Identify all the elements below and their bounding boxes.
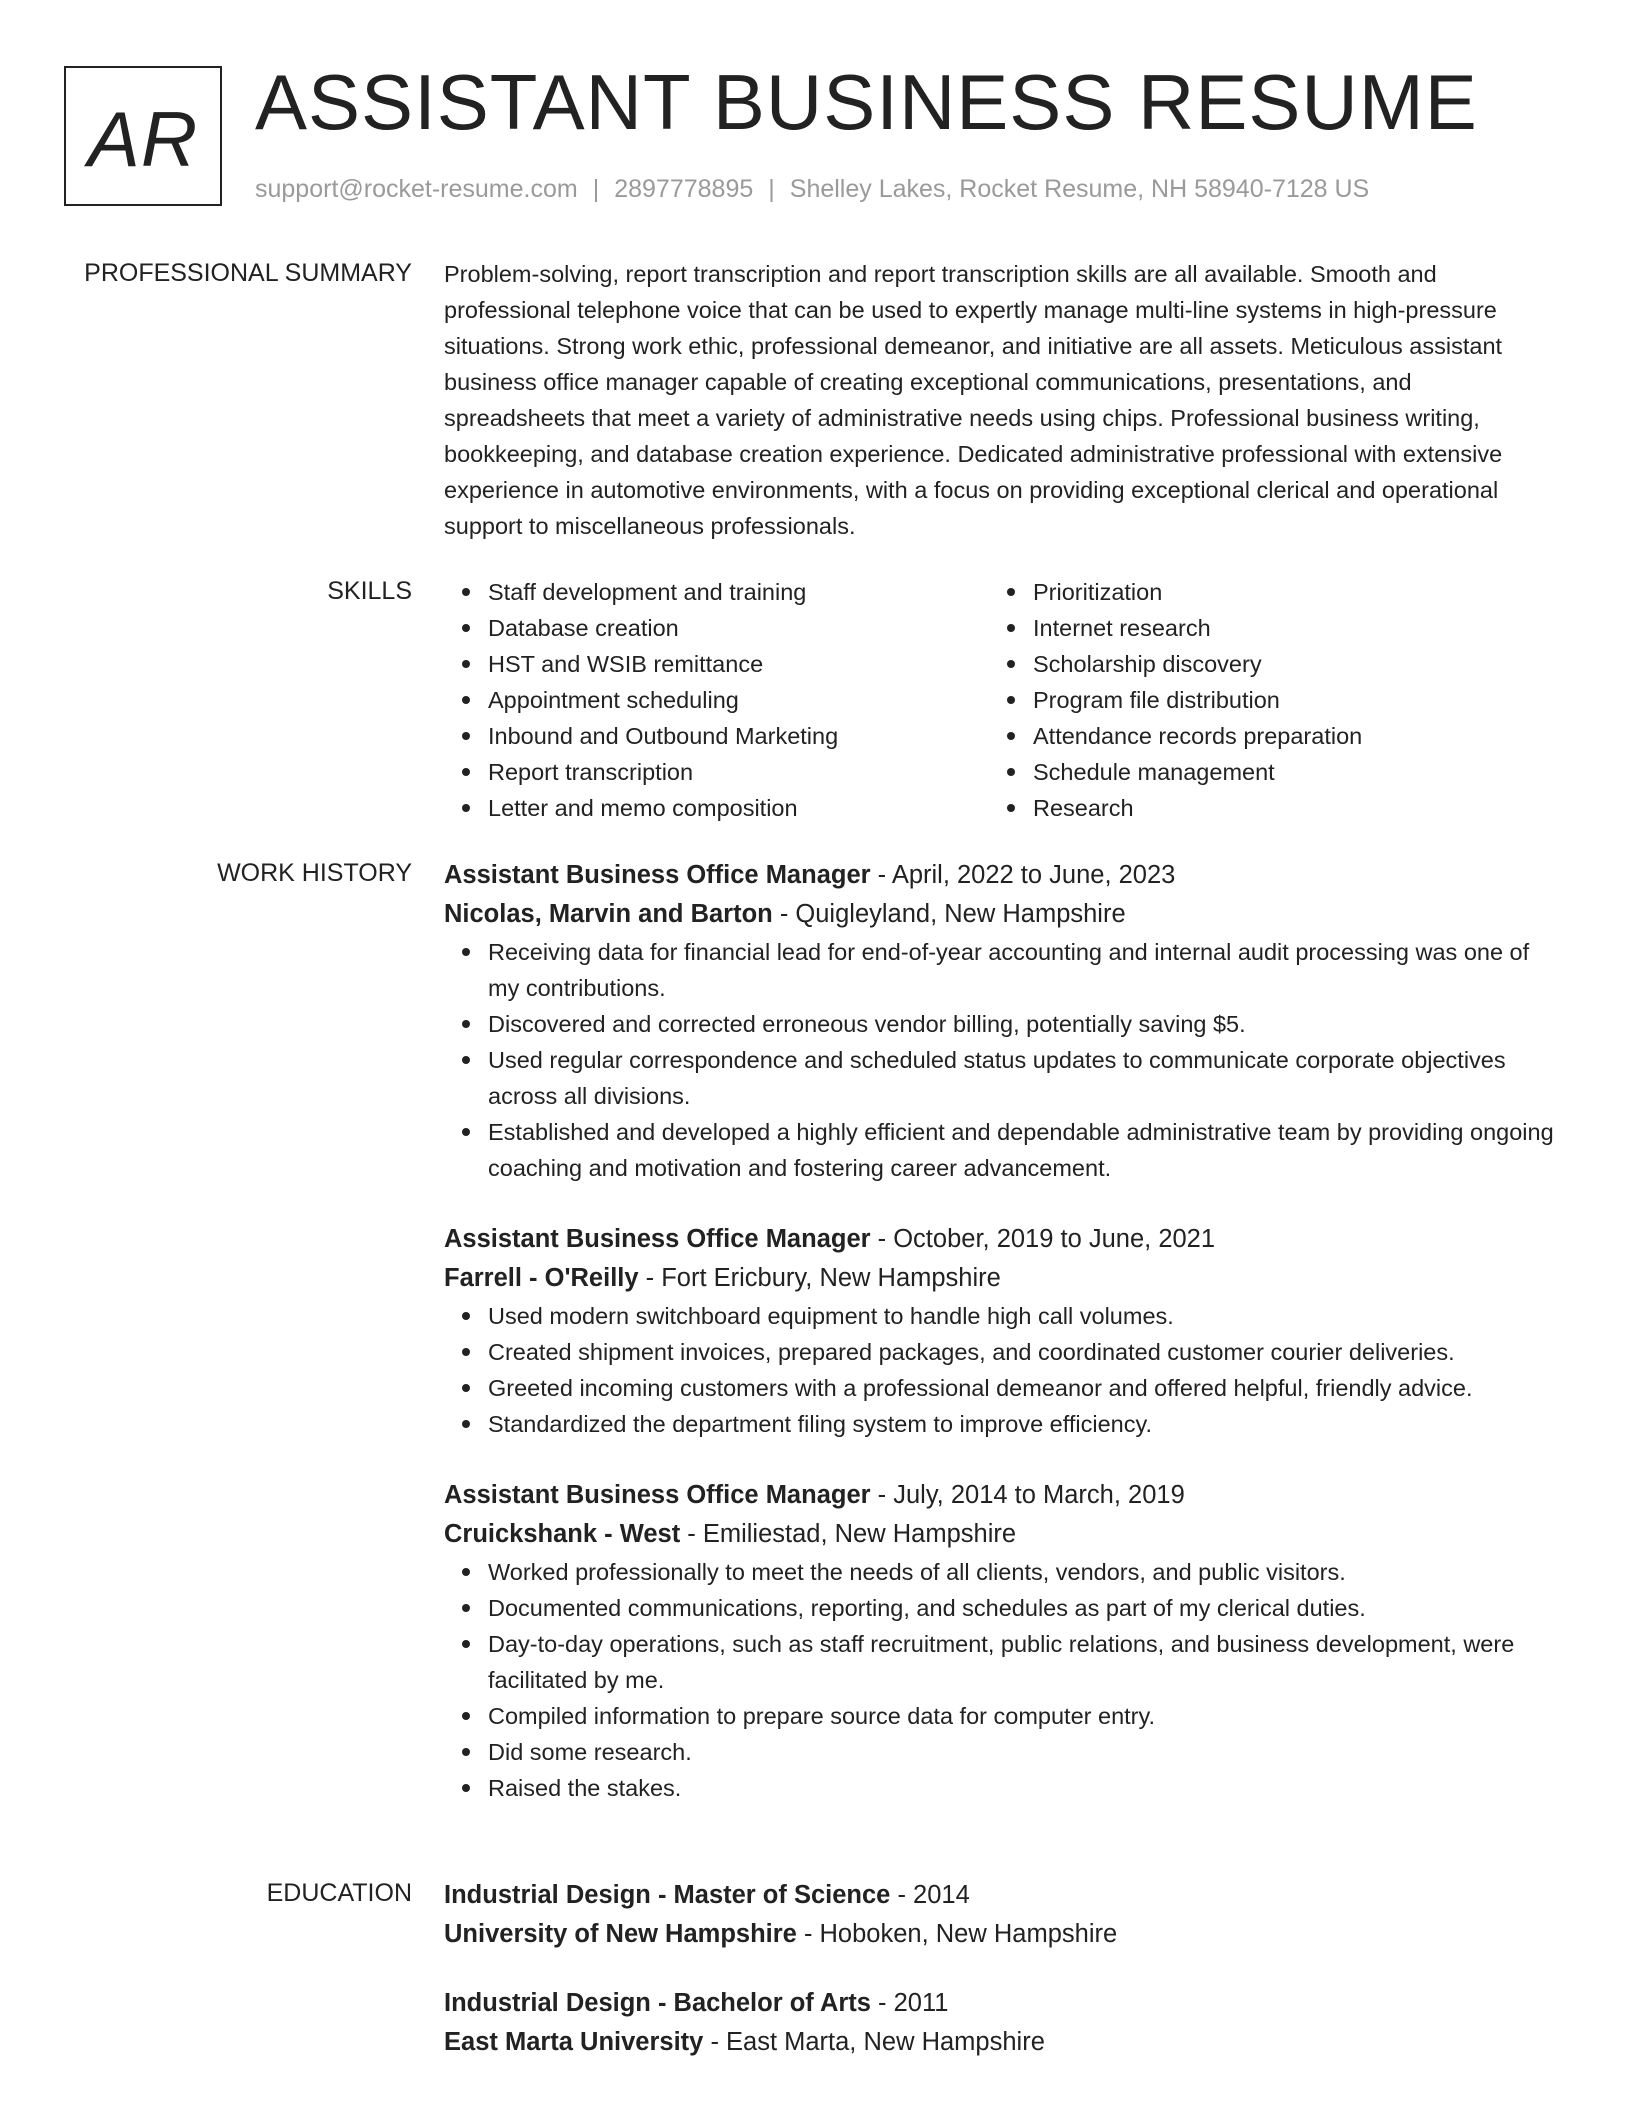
education-school-line [444,2023,1554,2062]
job-company: Nicolas, Marvin and Barton [444,900,773,928]
job-title: Assistant Business Office Manager [444,1225,871,1253]
job-bullet-list [444,1298,1554,1442]
job-bullet: Standardized the department filing system to improve efficiency. [488,1406,1554,1442]
skills-column-right [989,574,1534,826]
skill-item: Letter and memo composition [488,790,989,826]
contact-address: Shelley Lakes, Rocket Resume, NH 58940-7128 US [789,175,1370,203]
job-company-line [444,1515,1554,1554]
job-location: - Emiliestad, New Hampshire [680,1520,1017,1548]
job-title: Assistant Business Office Manager [444,1481,871,1509]
job-entry [444,1220,1554,1442]
skill-item: Attendance records preparation [1033,718,1534,754]
job-bullet: Did some research. [488,1734,1554,1770]
education-school-line [444,1915,1554,1954]
job-bullet: Established and developed a highly efficient and dependable administrative team by providing ongoing coaching and motivation and fostering career advancement. [488,1114,1554,1186]
work-history-body [444,856,1554,1840]
job-title-line [444,1220,1554,1259]
job-bullet-list [444,1554,1554,1806]
skills-columns [444,574,1554,826]
contact-phone: 2897778895 [614,175,754,203]
job-dates: - April, 2022 to June, 2023 [870,861,1176,889]
skill-item: Prioritization [1033,574,1534,610]
job-company-line [444,895,1554,934]
job-bullet: Created shipment invoices, prepared packages, and coordinated customer courier deliveries. [488,1334,1554,1370]
skill-item: Staff development and training [488,574,989,610]
job-dates: - October, 2019 to June, 2021 [870,1225,1216,1253]
job-entry [444,856,1554,1186]
job-bullet: Documented communications, reporting, and schedules as part of my clerical duties. [488,1590,1554,1626]
skills-body [444,574,1554,826]
summary-body [444,256,1554,544]
education-school: University of New Hampshire [444,1920,797,1948]
initials-monogram [64,66,222,206]
job-company-line [444,1259,1554,1298]
job-location: - Fort Ericbury, New Hampshire [638,1264,1001,1292]
education-location: - Hoboken, New Hampshire [796,1920,1118,1948]
job-bullet: Greeted incoming customers with a professional demeanor and offered helpful, friendly advice. [488,1370,1554,1406]
skill-item: Program file distribution [1033,682,1534,718]
job-bullet-list [444,934,1554,1186]
section-label-summary: PROFESSIONAL SUMMARY [84,259,412,287]
section-label-skills: SKILLS [327,577,412,605]
education-degree-line [444,1984,1554,2023]
education-degree: Industrial Design - Master of Science [444,1881,891,1909]
skills-column-left [444,574,989,826]
skill-item: Scholarship discovery [1033,646,1534,682]
job-title-line [444,1476,1554,1515]
job-bullet: Receiving data for financial lead for end-of-year accounting and internal audit processing was one of my contributions. [488,934,1554,1006]
skill-item: Internet research [1033,610,1534,646]
job-bullet: Used modern switchboard equipment to handle high call volumes. [488,1298,1554,1334]
job-bullet: Compiled information to prepare source data for computer entry. [488,1698,1554,1734]
contact-separator: | [768,175,775,203]
job-entry [444,1476,1554,1806]
job-title: Assistant Business Office Manager [444,861,871,889]
section-label-education: EDUCATION [266,1879,412,1907]
skill-item: Appointment scheduling [488,682,989,718]
job-company: Cruickshank - West [444,1520,681,1548]
education-entry [444,1876,1554,1954]
job-bullet: Raised the stakes. [488,1770,1554,1806]
education-degree-line [444,1876,1554,1915]
job-bullet: Worked professionally to meet the needs of all clients, vendors, and public visitors. [488,1554,1554,1590]
skill-item: HST and WSIB remittance [488,646,989,682]
initials-text: AR [87,95,199,183]
contact-email: support@rocket-resume.com [255,175,578,203]
job-location: - Quigleyland, New Hampshire [772,900,1126,928]
education-location: - East Marta, New Hampshire [703,2028,1045,2056]
education-degree: Industrial Design - Bachelor of Arts [444,1989,871,2017]
education-entry [444,1984,1554,2062]
job-bullet: Used regular correspondence and scheduled status updates to communicate corporate objectives across all divisions. [488,1042,1554,1114]
contact-separator: | [592,175,600,203]
section-label-work-history: WORK HISTORY [217,859,412,887]
page-title: ASSISTANT BUSINESS RESUME [255,58,1478,146]
education-year: - 2011 [870,1989,949,2017]
job-dates: - July, 2014 to March, 2019 [870,1481,1185,1509]
skill-item: Schedule management [1033,754,1534,790]
job-bullet: Day-to-day operations, such as staff recruitment, public relations, and business development, were facilitated by me. [488,1626,1554,1698]
education-school: East Marta University [444,2028,704,2056]
skill-item: Inbound and Outbound Marketing [488,718,989,754]
skills-list-right [989,574,1534,826]
education-year: - 2014 [890,1881,970,1909]
contact-line [255,174,1369,204]
skill-item: Database creation [488,610,989,646]
job-company: Farrell - O'Reilly [444,1264,639,1292]
education-body [444,1876,1554,2092]
job-title-line [444,856,1554,895]
skills-list-left [444,574,989,826]
skill-item: Report transcription [488,754,989,790]
summary-text: Problem-solving, report transcription and report transcription skills are all available. Smooth and professional telephone voice that can be used to expertly manage multi-line systems in high-pressure situations. Strong work ethic, professional demeanor, and initiative are all assets. Meticulous assistant business office manager capable of creating exceptional communications, presentations, and spreadsheets that meet a variety of administrative needs using chips. Professional business writing, bookkeeping, and database creation experience. Dedicated administrative professional with extensive experience in automotive environments, with a focus on providing exceptional clerical and operational support to miscellaneous professionals. [444,261,1503,539]
job-bullet: Discovered and corrected erroneous vendor billing, potentially saving $5. [488,1006,1554,1042]
skill-item: Research [1033,790,1534,826]
